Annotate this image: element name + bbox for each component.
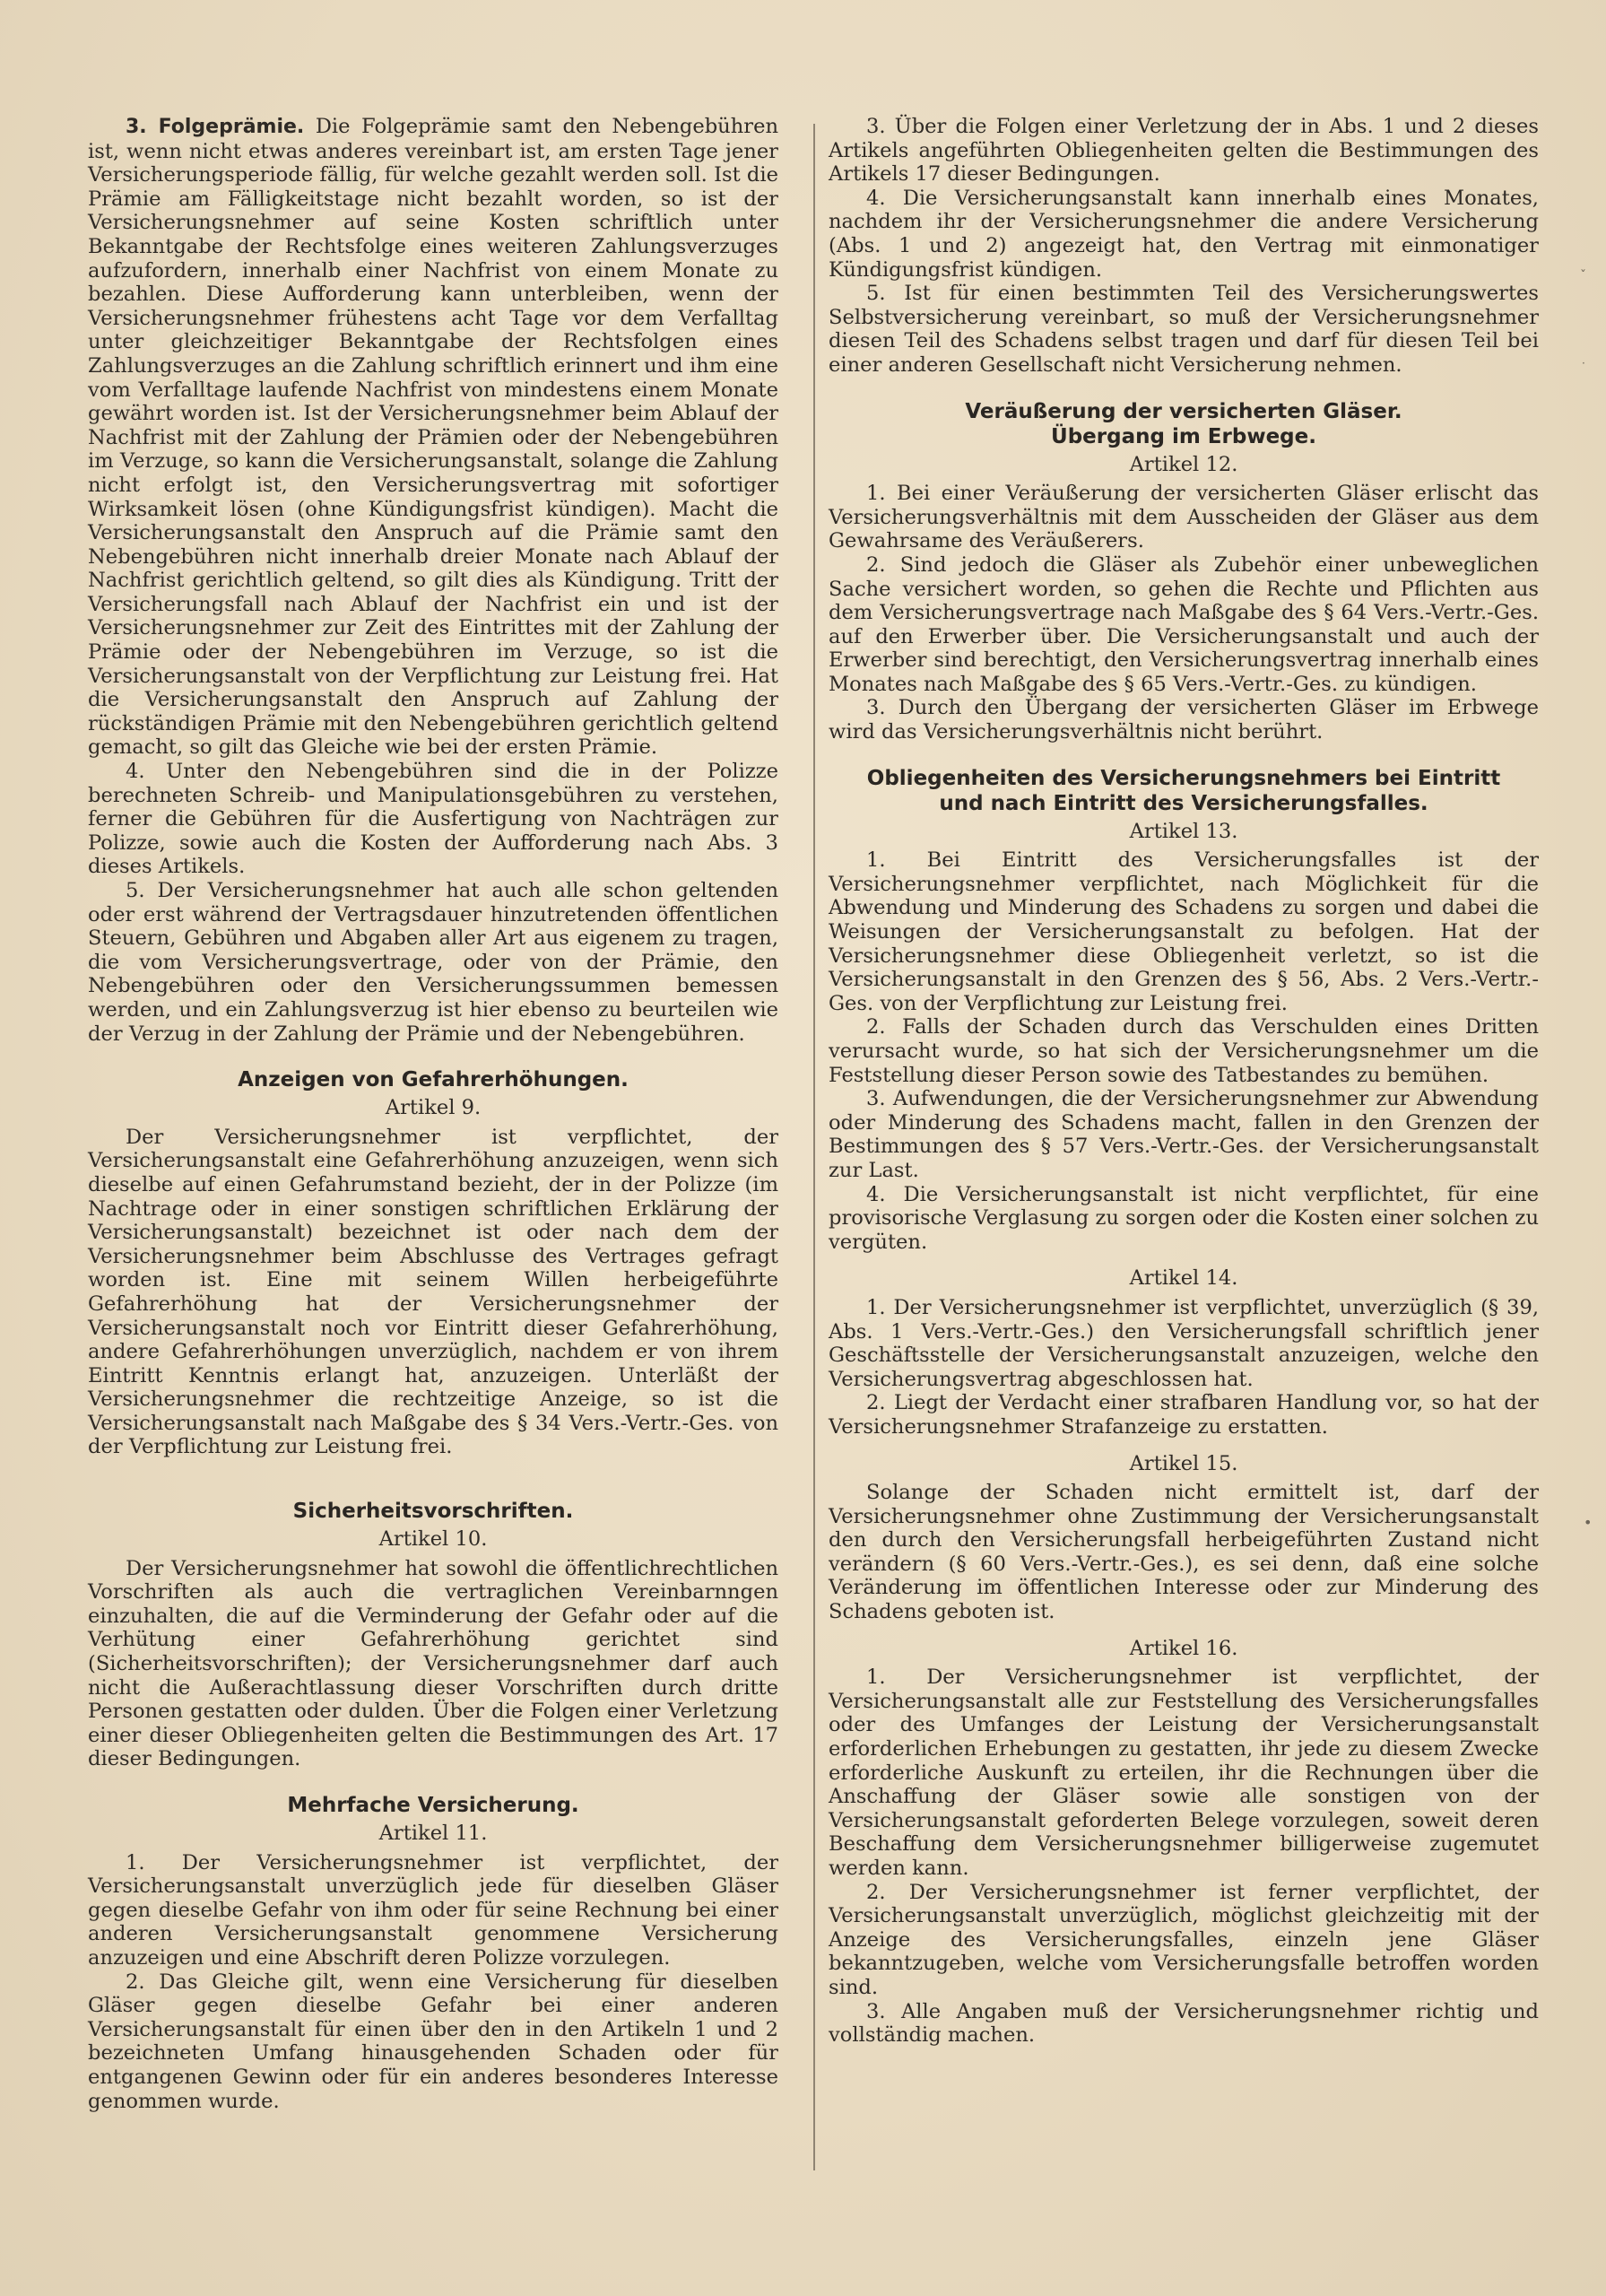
paragraph: 3. Aufwendungen, die der Versicherungsnehmer zur Abwendung oder Minderung des Schadens macht, fallen in den Grenzen der Bestimmungen des § 57 Vers.-Vertr.-Ges. der Versicherungsanstalt zur Last. [829, 1087, 1539, 1182]
paragraph: 3. Durch den Übergang der versicherten Gläser im Erbwege wird das Versicherungsverhältnis nicht berührt. [829, 696, 1539, 744]
margin-speck: ˇ [1580, 269, 1586, 283]
paragraph: 1. Der Versicherungsnehmer ist verpflichtet, der Versicherungsanstalt unverzüglich jede für dieselben Gläser gegen dieselbe Gefahr von ihm oder für seine Rechnung bei einer anderen Versicherungsanstalt genommene Versicherung anzuzeigen und eine Abschrift deren Polizze vorzulegen. [88, 1850, 778, 1970]
article-number: Artikel 11. [378, 1822, 488, 1845]
section-heading-line: Obliegenheiten des Versicherungsnehmers bei Eintritt [866, 766, 1501, 790]
section-heading-line: Übergang im Erbwege. [1051, 424, 1316, 448]
paragraph: 4. Unter den Nebengebühren sind die in der Polizze berechneten Schreib- und Manipulationsgebühren zu verstehen, ferner die Gebühren für die Ausfertigung von Nachträgen zur Polizze, sowie auch die Kosten der Aufforderung nach Abs. 3 dieses Artikels. [88, 760, 778, 879]
article-number: Artikel 12. [1129, 452, 1238, 476]
paragraph: 1. Bei Eintritt des Versicherungsfalles ist der Versicherungsnehmer verpflichtet, nach Möglichkeit für die Abwendung und Minderung des Schadens zu sorgen und dabei die Weisungen der Versicherungsanstalt zu befolgen. Hat der Versicherungsnehmer diese Obliegenheit verletzt, so ist die Versicherungsanstalt in den Grenzen des § 56, Abs. 2 Vers.-Vertr.-Ges. von der Verpflichtung zur Leistung frei. [829, 848, 1539, 1015]
paragraph: Der Versicherungsnehmer ist verpflichtet, der Versicherungsanstalt eine Gefahrerhöhung anzuzeigen, wenn sich dieselbe auf einen Gefahrumstand bezieht, der in der Polizze (im Nachtrage oder in einer sonstigen schriftlichen Erklärung der Versicherungsanstalt) bezeichnet ist oder nach dem der Versicherungsnehmer beim Abschlusse des Vertrages gefragt worden ist. Eine mit seinem Willen herbeigeführte Gefahrerhöhung hat der Versicherungsnehmer der Versicherungsanstalt noch vor Eintritt dieser Gefahrerhöhung, andere Gefahrerhöhungen unverzüglich, nachdem er von ihrem Eintritt Kenntnis erlangt hat, anzuzeigen. Unterläßt der Versicherungsnehmer die rechtzeitige Anzeige, so ist die Versicherungsanstalt nach Maßgabe des § 34 Vers.-Vertr.-Ges. von der Verpflichtung zur Leistung frei. [88, 1125, 778, 1459]
article-number: Artikel 15. [1129, 1451, 1238, 1475]
paragraph: 3. Über die Folgen einer Verletzung der in Abs. 1 und 2 dieses Artikels angeführten Obliegenheiten gelten die Bestimmungen des Artikels 17 dieser Bedingungen. [829, 115, 1539, 187]
section-heading: Anzeigen von Gefahrerhöhungen. [238, 1068, 629, 1092]
section-heading-line: und nach Eintritt des Versicherungsfalles. [939, 791, 1428, 815]
paragraph: 1. Der Versicherungsnehmer ist verpflichtet, unverzüglich (§ 39, Abs. 1 Vers.-Vertr.-Ges.) den Versicherungsfall schriftlich jener Geschäftsstelle der Versicherungsanstalt anzuzeigen, welche den Versicherungsvertrag abgeschlossen hat. [829, 1295, 1539, 1391]
article-number: Artikel 13. [1129, 819, 1238, 843]
paragraph: 1. Der Versicherungsnehmer ist verpflichtet, der Versicherungsanstalt alle zur Feststellung des Versicherungsfalles oder des Umfanges der Leistung der Versicherungsanstalt erforderlichen Erhebungen zu gestatten, ihr jede zu diesem Zwecke erforderliche Auskunft zu erteilen, ihr die Rechnungen über die Anschaffung der Gläser sowie alle sonstigen von der Versicherungsanstalt geforderten Belege vorzulegen, soweit deren Beschaffung dem Versicherungsnehmer billigerweise zugemutet werden kann. [829, 1665, 1539, 1880]
right-column [829, 115, 1539, 2048]
column-divider [813, 124, 815, 2170]
article-number: Artikel 16. [1129, 1636, 1238, 1660]
margin-speck: · [1582, 357, 1585, 370]
article-number: Artikel 10. [378, 1527, 488, 1552]
section-heading: Sicherheitsvorschriften. [292, 1500, 574, 1524]
paragraph: 2. Sind jedoch die Gläser als Zubehör einer unbeweglichen Sache versichert worden, so gehen die Rechte und Pflichten aus dem Versicherungsvertrage nach Maßgabe des § 64 Vers.-Vertr.-Ges. auf den Erwerber über. Die Versicherungsanstalt und auch der Erwerber sind berechtigt, den Versicherungsvertrag innerhalb eines Monates nach Maßgabe des § 65 Vers.-Vertr.-Ges. zu kündigen. [829, 552, 1539, 696]
paragraph [88, 115, 778, 760]
article-number: Artikel 14. [1129, 1266, 1238, 1291]
paragraph: 5. Ist für einen bestimmten Teil des Versicherungswertes Selbstversicherung vereinbart, so muß der Versicherungsnehmer diesen Teil des Schadens selbst tragen und darf für diesen Teil bei einer anderen Gesellschaft nicht Versicherung nehmen. [829, 282, 1539, 377]
section-heading: Mehrfache Versicherung. [287, 1794, 579, 1817]
left-column [88, 115, 778, 2113]
section-heading [829, 766, 1539, 816]
paragraph-heading: 3. Folgeprämie. [126, 116, 305, 138]
paragraph: 2. Das Gleiche gilt, wenn eine Versicherung für dieselben Gläser gegen dieselbe Gefahr bei einer anderen Versicherungsanstalt für einen über den in den Artikeln 1 und 2 bezeichneten Umfang hinausgehenden Schaden oder für entgangenen Gewinn oder für ein anderes besonderes Interesse genommen wurde. [88, 1970, 778, 2113]
paragraph: 3. Alle Angaben muß der Versicherungsnehmer richtig und vollständig machen. [829, 1999, 1539, 2048]
paragraph: 5. Der Versicherungsnehmer hat auch alle schon geltenden oder erst während der Vertragsdauer hinzutretenden öffentlichen Steuern, Gebühren und Abgaben aller Art aus eigenem zu tragen, die vom Versicherungsvertrage, oder von der Prämie, den Nebengebühren oder den Versicherungssummen bemessen werden, und ein Zahlungsverzug ist hier ebenso zu beurteilen wie der Verzug in der Zahlung der Prämie und der Nebengebühren. [88, 879, 778, 1046]
article-number: Artikel 9. [385, 1096, 482, 1120]
paragraph: 4. Die Versicherungsanstalt ist nicht verpflichtet, für eine provisorische Verglasung zu sorgen oder die Kosten einer solchen zu vergüten. [829, 1182, 1539, 1254]
paragraph-text: Die Folgeprämie samt den Nebengebühren ist, wenn nicht etwas anderes vereinbart ist, am ersten Tage jener Versicherungsperiode fällig, für welche gezahlt werden soll. Ist die Prämie am Fälligkeitstage nicht bezahlt worden, so ist der Versicherungsnehmer auf seine Kosten schriftlich unter Bekanntgabe der Rechtsfolge eines weiteren Zahlungsverzuges aufzufordern, innerhalb einer Nachfrist von einem Monate zu bezahlen. Diese Aufforderung kann unterbleiben, wenn der Versicherungsnehmer frühestens acht Tage vor dem Verfalltag unter gleichzeitiger Bekanntgabe der Rechtsfolgen eines Zahlungsverzuges an die Zahlung schriftlich erinnert und ihm eine vom Verfalltage laufende Nachfrist von mindestens einem Monate gewährt worden ist. Ist der Versicherungsnehmer beim Ablauf der Nachfrist mit der Zahlung der Prämien oder der Nebengebühren im Verzuge, so kann die Versicherungsanstalt, solange die Zahlung nicht erfolgt ist, den Versicherungsvertrag mit sofortiger Wirksamkeit lösen (ohne Kündigungsfrist kündigen). Macht die Versicherungsanstalt den Anspruch auf die Prämie samt den Nebengebühren nicht innerhalb dreier Monate nach Ablauf der Nachfrist gerichtlich geltend, so gilt dies als Kündigung. Tritt der Versicherungsfall nach Ablauf der Nachfrist ein und ist der Versicherungsnehmer zur Zeit des Eintrittes mit der Zahlung der Prämie oder der Nebengebühren im Verzuge, so ist die Versicherungsanstalt von der Verpflichtung zur Leistung frei. Hat die Versicherungsanstalt den Anspruch auf Zahlung der rückständigen Prämie mit den Nebengebühren gerichtlich geltend gemacht, so gilt das Gleiche wie bei der ersten Prämie. [88, 115, 778, 760]
paragraph: Solange der Schaden nicht ermittelt ist, darf der Versicherungsnehmer ohne Zustimmung der Versicherungsanstalt den durch den Versicherungsfall herbeigeführten Zustand nicht verändern (§ 60 Vers.-Vertr.-Ges.), es sei denn, daß eine solche Veränderung im öffentlichen Interesse oder zur Minderung des Schadens geboten ist. [829, 1481, 1539, 1624]
paragraph: 2. Liegt der Verdacht einer strafbaren Handlung vor, so hat der Versicherungsnehmer Strafanzeige zu erstatten. [829, 1391, 1539, 1439]
paragraph: 1. Bei einer Veräußerung der versicherten Gläser erlischt das Versicherungsverhältnis mit dem Ausscheiden der Gläser aus dem Gewahrsame des Veräußerers. [829, 482, 1539, 553]
paragraph: Der Versicherungsnehmer hat sowohl die öffentlichrechtlichen Vorschriften als auch die vertraglichen Vereinbarnngen einzuhalten, die auf die Verminderung der Gefahr oder auf die Verhütung einer Gefahrerhöhung gerichtet sind (Sicherheitsvorschriften); der Versicherungsnehmer darf auch nicht die Außerachtlassung dieser Vorschriften durch dritte Personen gestatten oder dulden. Über die Folgen einer Verletzung einer dieser Obliegenheiten gelten die Bestimmungen des Art. 17 dieser Bedingungen. [88, 1556, 778, 1771]
margin-speck: • [1584, 1514, 1593, 1531]
section-heading [829, 399, 1539, 449]
paragraph: 2. Der Versicherungsnehmer ist ferner verpflichtet, der Versicherungsanstalt unverzüglich, möglichst gleichzeitig mit der Anzeige des Versicherungsfalles, einzeln jene Gläser bekanntzugeben, welche vom Versicherungsfalle betroffen worden sind. [829, 1880, 1539, 1999]
paragraph: 2. Falls der Schaden durch das Verschulden eines Dritten verursacht wurde, so hat sich der Versicherungsnehmer um die Feststellung dieser Person sowie des Tatbestandes zu bemühen. [829, 1015, 1539, 1087]
section-heading-line: Veräußerung der versicherten Gläser. [965, 399, 1402, 423]
paragraph: 4. Die Versicherungsanstalt kann innerhalb eines Monates, nachdem ihr der Versicherungsnehmer die andere Versicherung (Abs. 1 und 2) angezeigt hat, den Vertrag mit einmonatiger Kündigungsfrist kündigen. [829, 186, 1539, 282]
